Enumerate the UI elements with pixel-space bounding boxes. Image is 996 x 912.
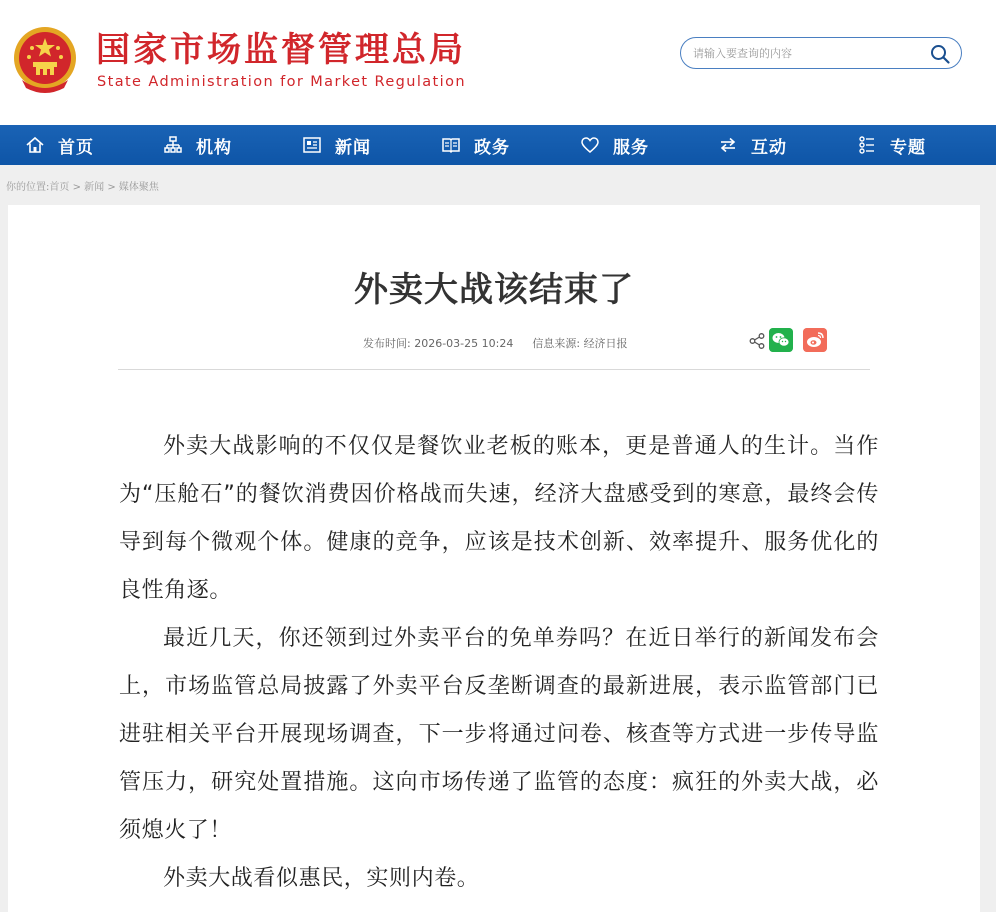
main-nav [0,125,996,165]
title-divider [118,369,870,370]
nav-label: 互动 [751,137,787,158]
nav-label: 首页 [58,137,94,158]
nav-item-home[interactable] [24,125,94,165]
home-icon [24,134,46,156]
breadcrumb-link-media-focus[interactable]: 媒体聚焦 [118,182,159,193]
breadcrumb-separator: > [107,182,116,193]
article-card [8,205,980,912]
nav-item-organization[interactable] [162,125,232,165]
nav-label: 政务 [474,137,510,158]
site-title: 国家市场监督管理总局 [96,30,466,70]
article-title: 外卖大战该结束了 [354,270,634,310]
search-input[interactable] [693,44,923,62]
article-paragraph: 外卖大战影响的不仅仅是餐饮业老板的账本，更是普通人的生计。当作为“压舱石”的餐饮消费因价格战而失速，经济大盘感受到的寒意，最终会传导到每个微观个体。健康的竞争，应该是技术创新、效率提升、服务优化的良性角逐。 [119,434,879,603]
government-affairs-icon [440,134,462,156]
breadcrumb-link-news[interactable]: 新闻 [84,182,105,193]
nav-label: 新闻 [335,137,371,158]
article-body [119,423,879,903]
nav-item-services[interactable] [579,125,649,165]
article-paragraph: 外卖大战看似惠民，实则内卷。 [163,866,480,891]
share-icon[interactable] [748,332,766,350]
heart-icon [579,134,601,156]
publish-time: 2026-03-25 10:24 [414,337,514,350]
national-emblem-icon[interactable] [12,24,78,94]
source: 经济日报 [583,337,628,350]
breadcrumb [6,178,159,193]
nav-label: 专题 [890,137,926,158]
breadcrumb-prefix: 你的位置: [6,182,50,193]
weibo-icon[interactable] [803,328,827,352]
topics-icon [856,134,878,156]
site-subtitle: State Administration for Market Regulation [97,74,466,90]
breadcrumb-separator: > [72,182,81,193]
source-label: 信息来源: [532,337,581,350]
site-header [0,0,996,125]
search-box [680,37,962,69]
nav-label: 机构 [196,137,232,158]
search-icon[interactable] [929,43,951,65]
breadcrumb-link-home[interactable]: 首页 [49,182,70,193]
wechat-icon[interactable] [769,328,793,352]
nav-label: 服务 [613,137,649,158]
nav-item-news[interactable] [301,125,371,165]
article-meta [363,335,628,351]
publish-time-label: 发布时间: [363,337,411,350]
nav-item-government-affairs[interactable] [440,125,510,165]
nav-item-interaction[interactable] [717,125,787,165]
org-chart-icon [162,134,184,156]
nav-item-topics[interactable] [856,125,926,165]
article-paragraph: 最近几天，你还领到过外卖平台的免单券吗？在近日举行的新闻发布会上，市场监管总局披露了外卖平台反垄断调查的最新进展，表示监管部门已进驻相关平台开展现场调查，下一步将通过问卷、核查等方式进一步传导监管压力，研究处置措施。这向市场传递了监管的态度：疯狂的外卖大战，必须熄火了！ [119,626,879,843]
news-icon [301,134,323,156]
exchange-arrows-icon [717,134,739,156]
